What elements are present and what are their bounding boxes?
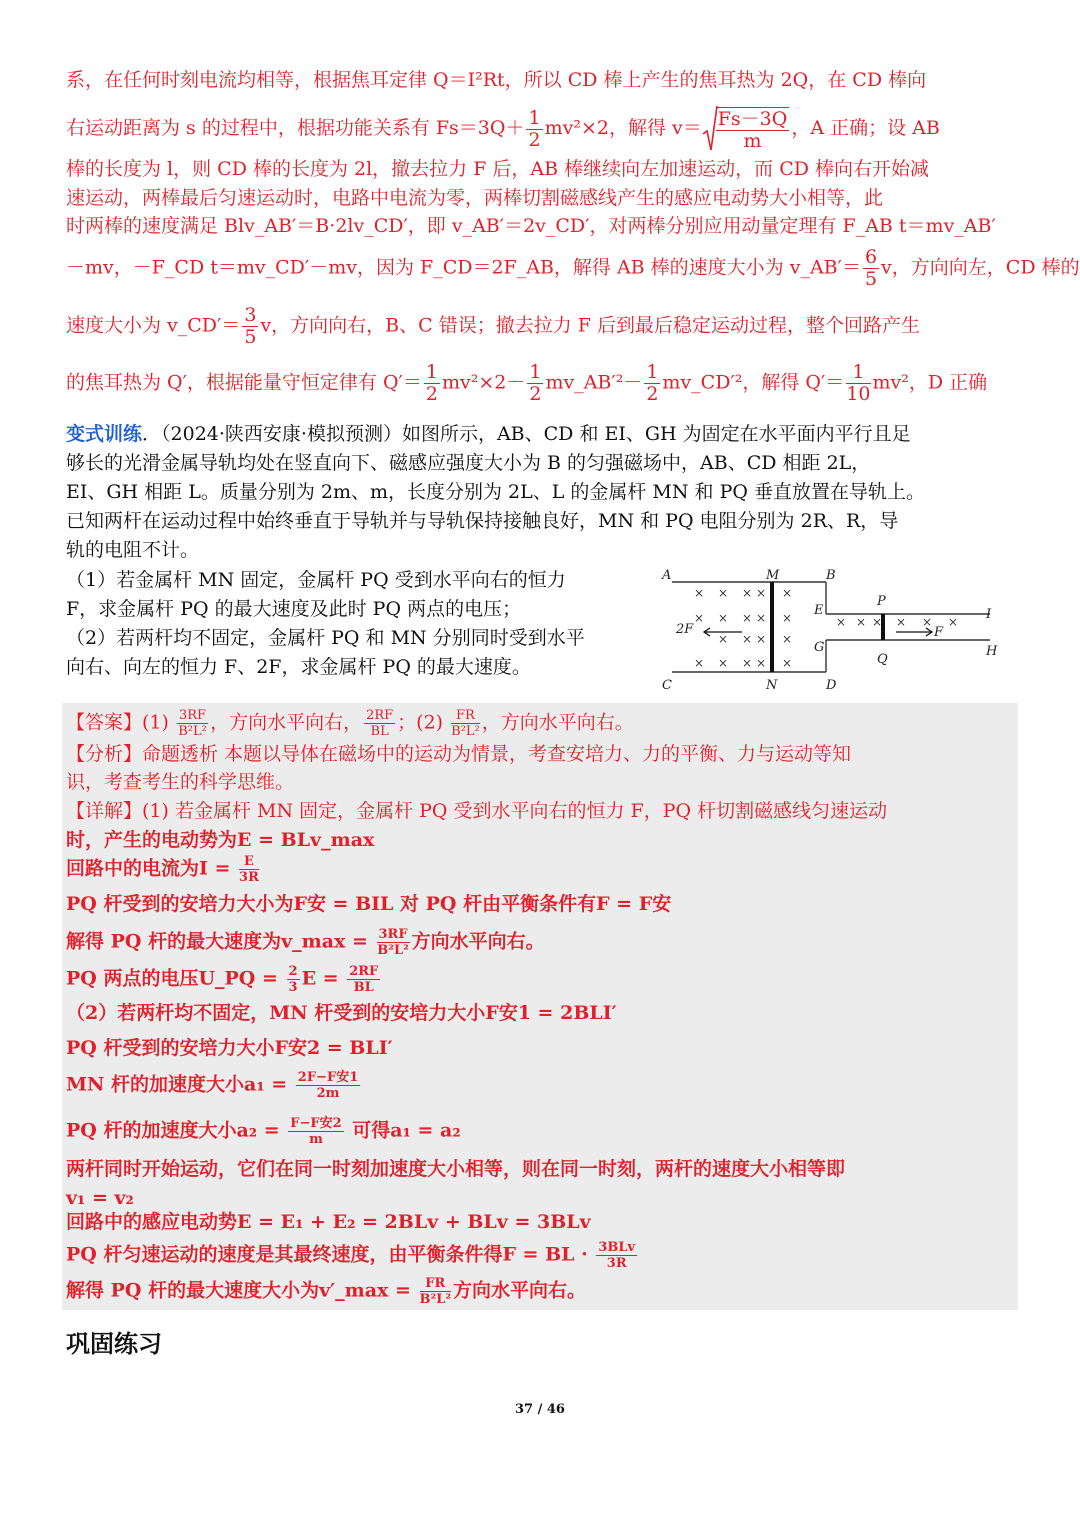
svg-text:×: × (782, 611, 793, 625)
svg-text:×: × (742, 586, 753, 600)
svg-text:×: × (718, 632, 729, 646)
svg-text:Q: Q (877, 652, 888, 667)
svg-text:F: F (934, 625, 944, 640)
analysis-line: 【分析】命题透析 本题以导体在磁场中的运动为情景，考查安培力、力的平衡、力与运动等知 (66, 743, 852, 765)
svg-text:×: × (718, 611, 729, 625)
svg-text:×: × (694, 611, 705, 625)
svg-text:×: × (756, 656, 767, 670)
solution-line-5: 时两棒的速度满足 Blv_AB′＝B·2lv_CD′，即 v_AB′＝2v_CD′，对两棒分别应用动量定理有 F_AB t＝mv_AB′ (66, 215, 996, 237)
svg-text:B: B (826, 568, 836, 583)
svg-text:×: × (742, 656, 753, 670)
svg-text:H: H (986, 644, 998, 659)
rail-diagram (660, 568, 1010, 693)
svg-text:M: M (766, 568, 780, 583)
svg-text:×: × (948, 615, 959, 629)
svg-text:×: × (756, 611, 767, 625)
svg-text:D: D (826, 678, 837, 693)
force-arrows (704, 628, 932, 636)
svg-text:×: × (742, 611, 753, 625)
svg-text:P: P (877, 594, 886, 609)
svg-text:G: G (814, 640, 825, 655)
answer-block: 【答案】(1) $\frac{3RF}{\text{B²L²}}$ ，方向水平向右， $\frac{2RF}{BL}$ ；(2) $\frac{FR}{\text{B²L²}}$ ，方向水平向右。 【分析】命题透析 本题以导体在磁场中的运动为情景，考查安培力、力的平衡、力与运动等知 识，考查考生的科学思维。 【详解】(1) 若金属杆 MN 固定，金属杆 PQ 受到水平向右的恒力 F，PQ 杆切割磁感线匀速运动 时，产生的电动势为E = BLv_max 回路中的电流为I = $\frac{E}{3R}$ PQ 杆受到的安培力大小为F安 = BIL 对 PQ 杆由平衡条件有F = F安 解得 PQ 杆的最大速度为v_max = $\frac{3RF}{\text{B²L²}}$ 方向水平向右。 PQ 两点的电压U_PQ = $\frac{2}{3}$ E = $\frac{2RF}{BL}$ （2）若两杆均不固定，MN 杆受到的安培力大小F安1 = 2BLI′ PQ 杆受到的安培力大小F安2 = BLI′ MN 杆的加速度大小a₁ = $\frac{\text{2F−F安1}}{2m}$ PQ 杆的加速度大小a₂ = $\frac{\text{F−F安2}}{m}$ 可得a₁ = a₂ 两杆同时开始运动，它们在同一时刻加速度大小相等，则在同一时刻，两杆的速度大小相等即 v₁ = v₂ 回路中的感应电动势E = E₁ + E₂ = 2BLv + BLv = 3BLv PQ 杆匀速运动的速度是其最终速度，由平衡条件得F = BL · $\frac{\text{3BLv}}{3R}$ 解得 PQ 杆的最大速度大小为v′_max = $\frac{FR}{\text{B²L²}}$ 方向水平向右。 (62, 703, 1018, 1310)
svg-text:×: × (742, 632, 753, 646)
solution-line-2: 右运动距离为 s 的过程中，根据功能关系有 Fs＝3Q＋ $\frac{1}{2}$ mv²×2，解得 v＝ $\frac{Fs-3Q}{m}$ ，A 正确；设 AB (66, 104, 1016, 154)
fraction-half: $\frac{1}{2}$ (528, 106, 541, 151)
svg-text:×: × (718, 656, 729, 670)
detail-line: 【详解】(1) 若金属杆 MN 固定，金属杆 PQ 受到水平向右的恒力 F，PQ 杆切割磁感线匀速运动 (66, 800, 888, 822)
solution-line-4: 速运动，两棒最后匀速运动时，电路中电流为零，两棒切割磁感线产生的感应电动势大小相等，此 (66, 187, 884, 209)
svg-text:I: I (986, 607, 992, 622)
svg-text:×: × (896, 615, 907, 629)
svg-text:×: × (856, 615, 867, 629)
svg-text:E: E (814, 603, 824, 618)
rod-mn (770, 582, 774, 672)
page-number: 37 / 46 (515, 1402, 565, 1417)
problem-label: 变式训练 (66, 423, 143, 445)
svg-text:×: × (836, 615, 847, 629)
svg-text:×: × (694, 586, 705, 600)
svg-text:C: C (662, 678, 672, 693)
section-title: 巩固练习 (66, 1330, 162, 1358)
svg-text:×: × (694, 656, 705, 670)
svg-text:×: × (782, 586, 793, 600)
solution-line-8: 的焦耳热为 Q′，根据能量守恒定律有 Q′＝ $\frac{1}{2}$ mv²×2－ $\frac{1}{2}$ mv_AB′²－ $\frac{1}{2}$ mv_CD′²，解得 Q′＝ $\frac{1}{10}$ mv²，D 正确 (66, 361, 988, 405)
svg-text:×: × (756, 632, 767, 646)
answer-line: 【答案】(1) $\frac{3RF}{\text{B²L²}}$ ，方向水平向右， $\frac{2RF}{BL}$ ；(2) $\frac{FR}{\text{B²L²}}$ ，方向水平向右。 (66, 708, 634, 739)
solution-line-1: 系，在任何时刻电流均相等，根据焦耳定律 Q＝I²Rt，所以 CD 棒上产生的焦耳热为 2Q，在 CD 棒向 (66, 69, 927, 91)
solution-line-6: －mv，－F_CD t＝mv_CD′－mv，因为 F_CD＝2F_AB，解得 AB 棒的速度大小为 v_AB′＝ $\frac{6}{5}$ v，方向向左，CD 棒的 (66, 246, 1080, 290)
problem-questions: （1）若金属杆 MN 固定，金属杆 PQ 受到水平向右的恒力 F，求金属杆 PQ 的最大速度及此时 PQ 两点的电压； （2）若两杆均不固定，金属杆 PQ 和 MN 分别同时受到水平 向右、向左的恒力 F、2F，求金属杆 PQ 的最大速度。 (66, 569, 585, 678)
svg-text:×: × (782, 632, 793, 646)
problem-statement: 变式训练．（2024·陕西安康·模拟预测）如图所示，AB、CD 和 EI、GH 为固定在水平面内平行且足 够长的光滑金属导轨均处在竖直向下、磁感应强度大小为 B 的匀强磁场中，AB、CD 相距 2L， EI、GH 相距 L。质量分别为 2m、m，长度分别为 2L、L 的金属杆 MN 和 PQ 垂直放置在导轨上。 已知两杆在运动过程中始终垂直于导轨并与导轨保持接触良好，MN 和 PQ 电阻分别为 2R、R，导 轨的电阻不计。 (66, 423, 925, 561)
svg-text:N: N (766, 678, 778, 693)
solution-line-7: 速度大小为 v_CD′＝ $\frac{3}{5}$ v，方向向右，B、C 错误；撤去拉力 F 后到最后稳定运动过程，整个回路产生 (66, 304, 920, 348)
svg-text:×: × (782, 656, 793, 670)
svg-text:×: × (922, 615, 933, 629)
svg-text:×: × (718, 586, 729, 600)
sqrt-expression: $\frac{Fs-3Q}{m}$ (702, 104, 792, 154)
svg-text:×: × (756, 586, 767, 600)
svg-text:A: A (662, 568, 672, 583)
solution-line-3: 棒的长度为 l，则 CD 棒的长度为 2l，撤去拉力 F 后，AB 棒继续向左加速运动，而 CD 棒向右开始减 (66, 158, 930, 180)
svg-text:×: × (872, 615, 883, 629)
svg-text:2F: 2F (676, 622, 694, 637)
